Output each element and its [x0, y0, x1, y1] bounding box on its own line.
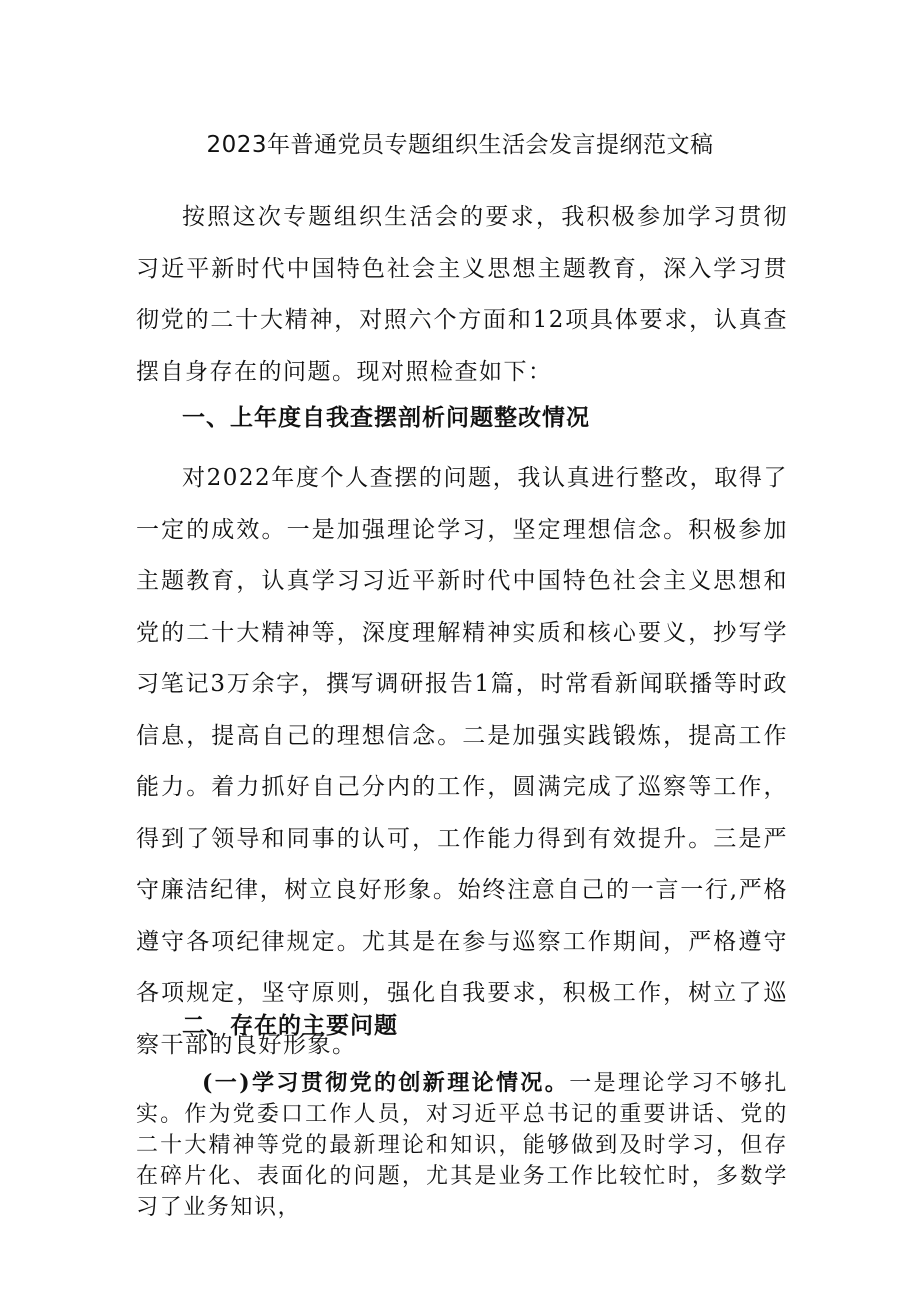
- subsection-1-body: 一是理论学习不够扎实。作为党委口工作人员，对习近平总书记的重要讲话、党的二十大精神等党的最新理论和知识，能够做到及时学习，但存在碎片化、表面化的问题，尤其是业务工作比较忙时，多数学习了业务知识，: [136, 1071, 788, 1220]
- intro-paragraph: 按照这次专题组织生活会的要求，我积极参加学习贯彻习近平新时代中国特色社会主义思想主题教育，深入学习贯彻党的二十大精神，对照六个方面和12项具体要求，认真查摆自身存在的问题。现对照检查如下：: [136, 204, 788, 385]
- document-title: 2023年普通党员专题组织生活会发言提纲范文稿: [206, 132, 714, 158]
- section-2-heading: 二、存在的主要问题: [182, 1012, 398, 1039]
- subsection-1-lead: (一)学习贯彻党的创新理论情况。: [202, 1070, 570, 1096]
- subsection-1-paragraph: [136, 1068, 788, 1223]
- section-1-heading: 一、上年度自我查摆剖析问题整改情况: [182, 404, 590, 431]
- section-1-paragraph: 对2022年度个人查摆的问题，我认真进行整改，取得了一定的成效。一是加强理论学习，坚定理想信念。积极参加主题教育，认真学习习近平新时代中国特色社会主义思想和党的二十大精神等，深度理解精神实质和核心要义，抄写学习笔记3万余字，撰写调研报告1篇，时常看新闻联播等时政信息，提高自己的理想信念。二是加强实践锻炼，提高工作能力。着力抓好自己分内的工作，圆满完成了巡察等工作，得到了领导和同事的认可，工作能力得到有效提升。三是严守廉洁纪律，树立良好形象。始终注意自己的一言一行,严格遵守各项纪律规定。尤其是在参与巡察工作期间，严格遵守各项规定，坚守原则，强化自我要求，积极工作，树立了巡察干部的良好形象。: [136, 465, 788, 1058]
